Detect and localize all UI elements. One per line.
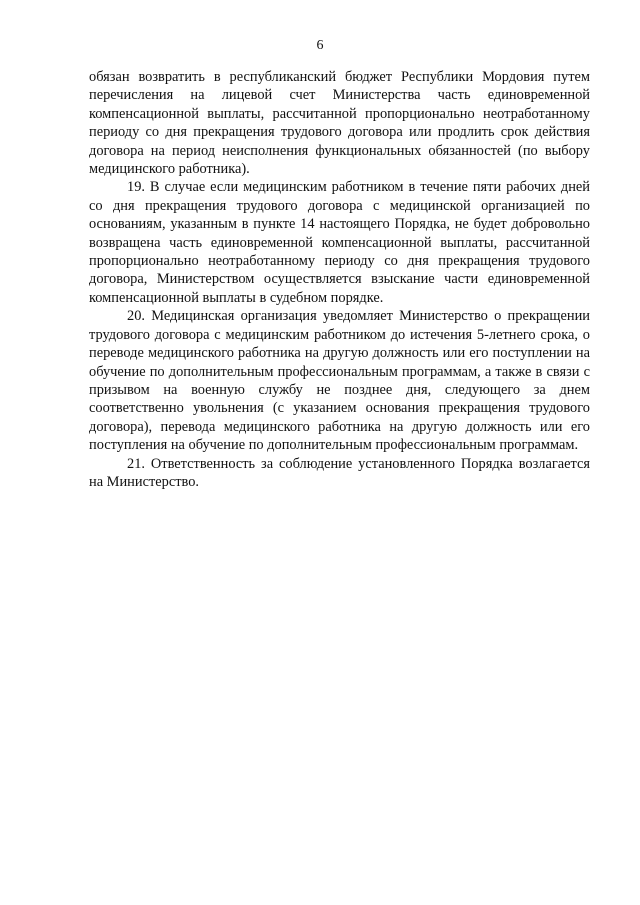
paragraph-20: 20. Медицинская организация уведомляет Министерство о прекращении трудового договора с медицинским работником до истечения 5-летнего срока, о переводе медицинского работника на другую должность или его поступлении на обучение по дополнительным профессиональным программам, а также в связи с призывом на военную службу не позднее дня, следующего за днем соответственно увольнения (с указанием основания прекращения трудового договора), перевода медицинского работника на другую должность или его поступления на обучение по дополнительным профессиональным программам. [89, 308, 590, 454]
paragraph-21: 21. Ответственность за соблюдение установленного Порядка возлагается на Министерство. [89, 455, 590, 490]
paragraph-19: 19. В случае если медицинским работником в течение пяти рабочих дней со дня прекращения трудового договора с медицинской организацией по основаниям, указанным в пункте 14 настоящего Порядка, не будет добровольно возвращена часть единовременной компенсационной выплаты, рассчитанной пропорционально неотработанному периоду со дня прекращения трудового договора, Министерством осуществляется взыскание части единовременной компенсационной выплаты в судебном порядке. [89, 179, 590, 306]
paragraph-continuation: обязан возвратить в республиканский бюджет Республики Мордовия путем перечисления на лицевой счет Министерства часть единовременной компенсационной выплаты, рассчитанной пропорционально неотработанному периоду со дня прекращения трудового договора или продлить срок действия договора на период неисполнения функциональных обязанностей (по выбору медицинского работника). [89, 69, 590, 178]
page-number: 6 [316, 38, 324, 53]
document-body [89, 68, 590, 491]
